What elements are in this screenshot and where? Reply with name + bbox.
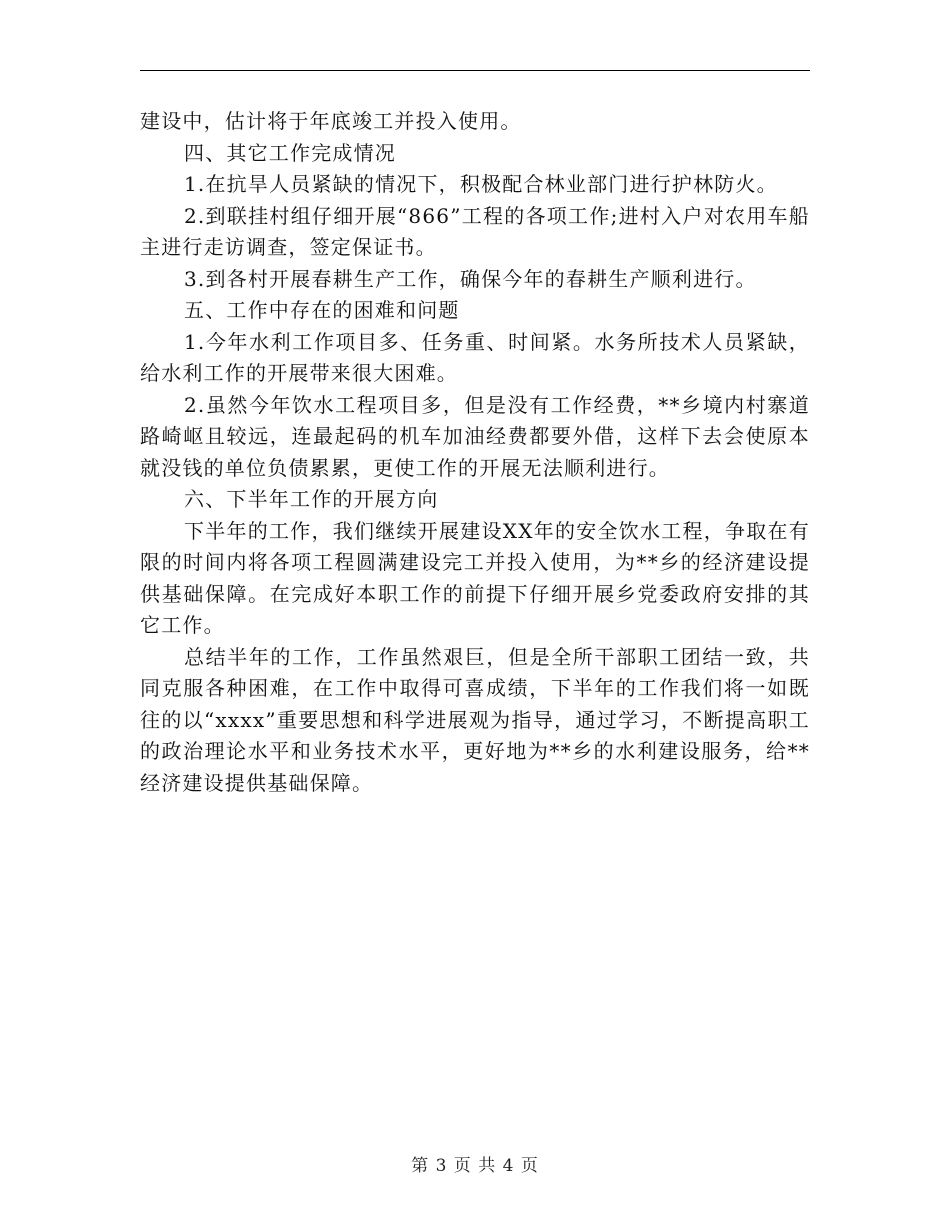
paragraph: 建设中，估计将于年底竣工并投入使用。 [140, 109, 522, 133]
paragraph: 2.虽然今年饮水工程项目多，但是没有工作经费，**乡境内村寨道路崎岖且较远，连最起码的机车加油经费都要外借，这样下去会使原本就没钱的单位负债累累，更使工作的开展无法顺利进行。 [140, 392, 810, 480]
section-heading-other-work: 四、其它工作完成情况 [184, 140, 396, 165]
section-heading-difficulties: 五、工作中存在的困难和问题 [184, 298, 460, 322]
paragraph: 2.到联挂村组仔细开展“866”工程的各项工作;进村入户对农用车船主进行走访调查，签定保证书。 [140, 203, 810, 259]
header-rule [140, 70, 810, 71]
paragraph: 3.到各村开展春耕生产工作，确保今年的春耕生产顺利进行。 [184, 266, 757, 291]
paragraph: 总结半年的工作，工作虽然艰巨，但是全所干部职工团结一致，共同克服各种困难，在工作中取得可喜成绩，下半年的工作我们将一如既往的以“xxxx”重要思想和科学进展观为指导，通过学习，不断提高职工的政治理论水平和业务技术水平，更好地为**乡的水利建设服务，给**经济建设提供基础保障。 [140, 644, 810, 795]
paragraph: 1.在抗旱人员紧缺的情况下，积极配合林业部门进行护林防火。 [184, 172, 778, 196]
document-body [140, 106, 810, 799]
section-heading-second-half: 六、下半年工作的开展方向 [184, 487, 439, 511]
page-number: 第 3 页 共 4 页 [411, 1156, 539, 1176]
paragraph: 下半年的工作，我们继续开展建设XX年的安全饮水工程，争取在有限的时间内将各项工程圆满建设完工并投入使用，为**乡的经济建设提供基础保障。在完成好本职工作的前提下仔细开展乡党委政府安排的其它工作。 [140, 518, 810, 637]
paragraph: 1.今年水利工作项目多、任务重、时间紧。水务所技术人员紧缺，给水利工作的开展带来很大困难。 [140, 329, 810, 385]
